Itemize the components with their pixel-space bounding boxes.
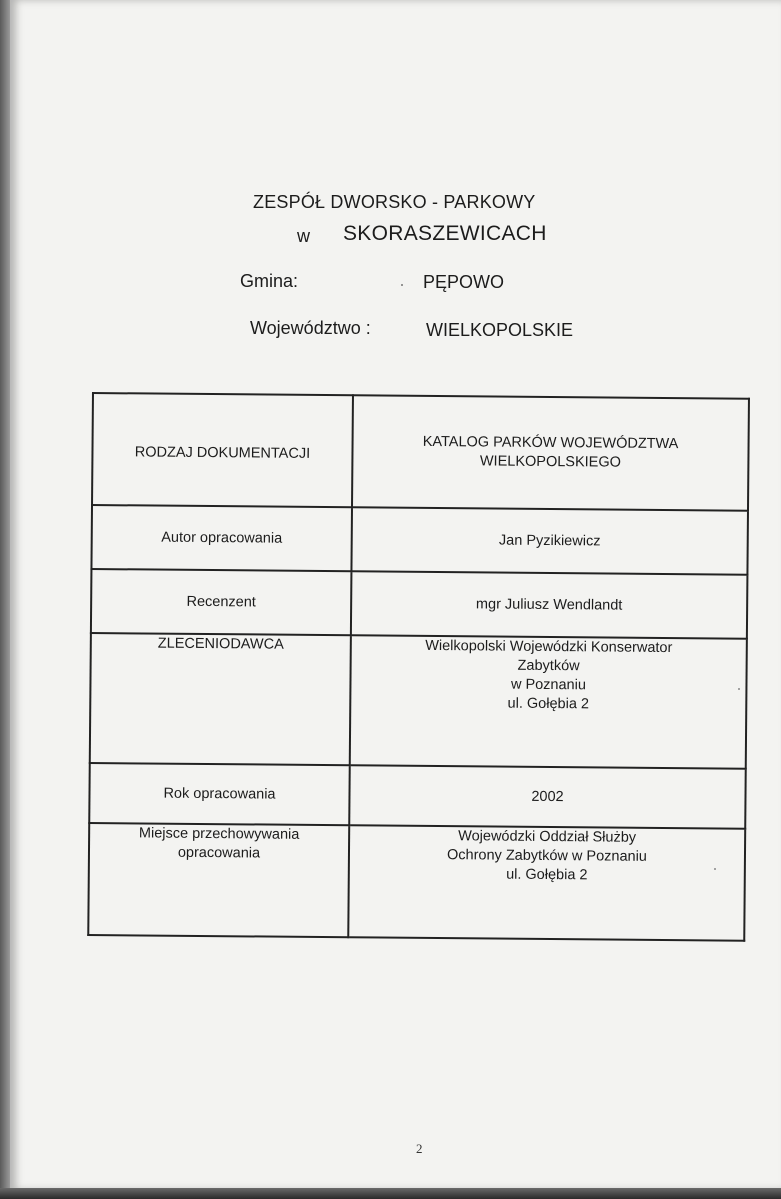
row-label: opracowania <box>177 844 261 862</box>
row-value: KATALOG PARKÓW WOJEWÓDZTWA <box>422 433 679 453</box>
gmina-label: Gmina: <box>240 271 299 291</box>
row-label: ZLECENIODAWCA <box>157 635 284 653</box>
row-value: Jan Pyzikiewicz <box>498 532 601 549</box>
row-value: Zabytków <box>517 657 580 675</box>
table-value-cell <box>349 765 745 828</box>
row-value: ul. Gołębia 2 <box>507 695 590 713</box>
documentation-table <box>87 392 750 942</box>
table-row <box>91 569 748 639</box>
table-label-cell <box>88 823 349 937</box>
row-value: Wojewódzki Oddział Służby <box>458 828 637 846</box>
row-label: RODZAJ DOKUMENTACJI <box>134 443 311 462</box>
document-title-preposition: w <box>297 226 310 246</box>
wojewodztwo-value: WIELKOPOLSKIE <box>426 320 574 340</box>
row-value: Ochrony Zabytków w Poznaniu <box>446 847 647 865</box>
table-row <box>89 763 745 829</box>
title-block <box>0 0 781 360</box>
table-label-cell <box>89 763 350 825</box>
row-label: Autor opracowania <box>161 529 283 547</box>
table-value-cell <box>352 395 749 510</box>
page-number: 2 <box>416 1141 423 1156</box>
table-value-cell <box>351 571 748 638</box>
table-row <box>88 823 745 941</box>
speck-mark <box>738 688 740 690</box>
table-row <box>90 633 747 769</box>
row-label: Miejsce przechowywania <box>138 825 300 843</box>
row-value: w Poznaniu <box>510 676 587 694</box>
speck-mark <box>714 868 716 870</box>
table-label-cell <box>91 505 352 571</box>
table-row <box>92 393 749 511</box>
row-value: mgr Juliusz Wendlandt <box>475 595 623 614</box>
table-value-cell <box>350 635 747 768</box>
table-label-cell <box>92 393 353 507</box>
scan-bottom-edge <box>0 1188 781 1199</box>
speck-mark <box>401 284 403 286</box>
row-value: WIELKOPOLSKIEGO <box>479 453 621 471</box>
table-row <box>91 505 748 575</box>
row-value: Wielkopolski Wojewódzki Konserwator <box>425 637 673 657</box>
wojewodztwo-label: Województwo : <box>250 318 371 338</box>
table-label-cell <box>90 633 351 765</box>
table-value-cell <box>351 507 748 574</box>
document-title-location: SKORASZEWICACH <box>343 222 547 245</box>
row-label: Recenzent <box>186 593 256 610</box>
table-value-cell <box>348 825 745 940</box>
table-label-cell <box>91 569 352 635</box>
row-label: Rok opracowania <box>163 785 276 803</box>
document-title-line1: ZESPÓŁ DWORSKO - PARKOWY <box>253 192 536 212</box>
row-value: ul. Gołębia 2 <box>506 866 588 884</box>
row-value: 2002 <box>531 788 564 805</box>
gmina-value: PĘPOWO <box>423 272 505 292</box>
